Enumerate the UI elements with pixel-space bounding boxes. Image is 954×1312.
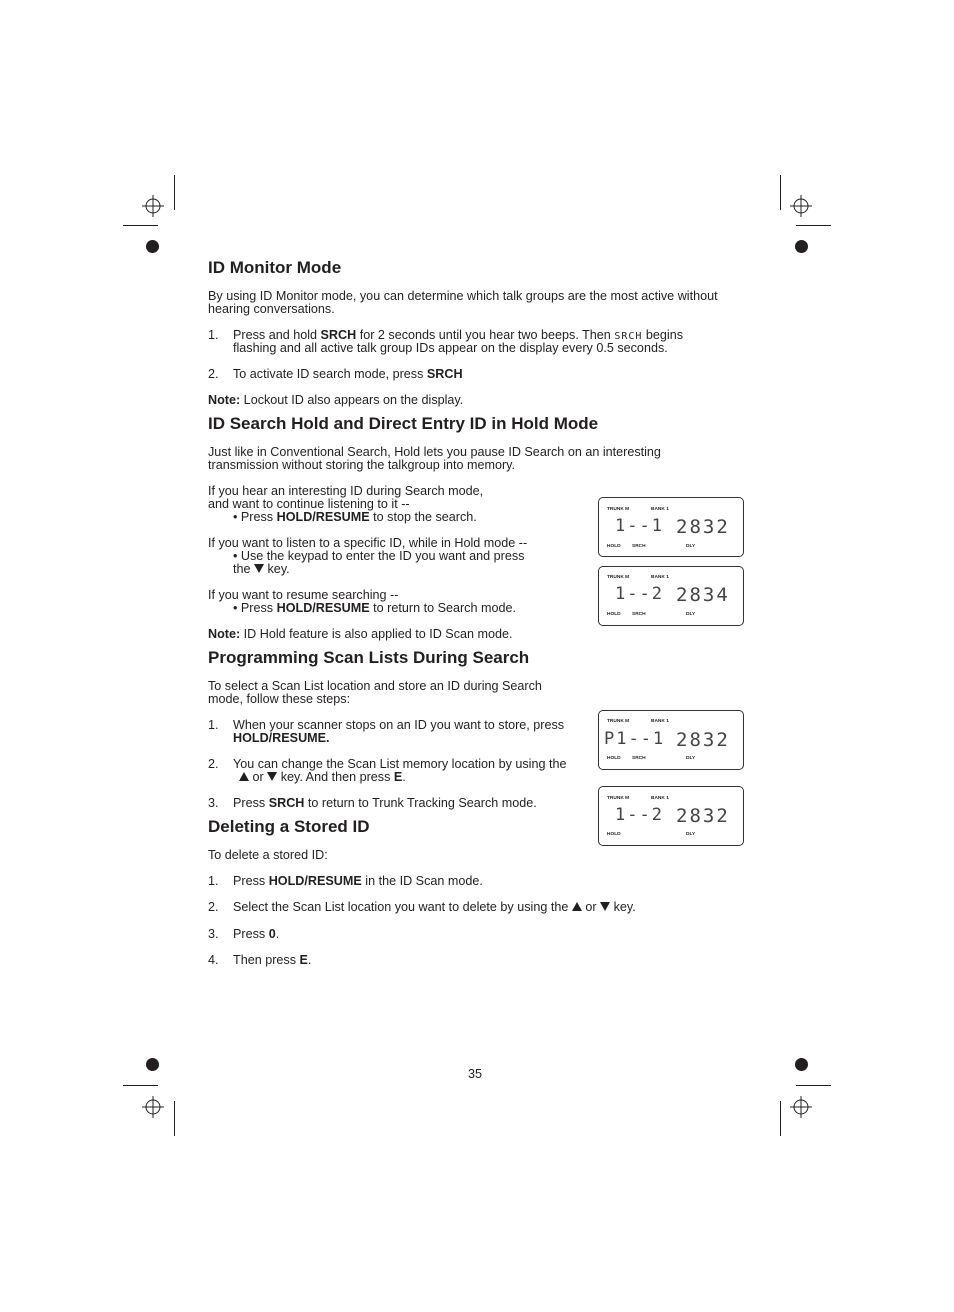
up-arrow-icon bbox=[239, 772, 249, 781]
step-text: You can change the Scan List memory location by using the bbox=[233, 757, 567, 771]
section-heading-programming-scan-lists: Programming Scan Lists During Search bbox=[208, 648, 530, 667]
section-heading-id-monitor: ID Monitor Mode bbox=[208, 258, 342, 277]
lcd-dly-label: DLY bbox=[686, 544, 696, 549]
lcd-trunk-label: TRUNK M bbox=[607, 507, 630, 512]
step-text: Select the Scan List location you want to delete by using the or key. bbox=[233, 900, 636, 914]
paragraph: If you want to listen to a specific ID, while in Hold mode -- bbox=[208, 536, 528, 550]
lcd-hold-label: HOLD bbox=[607, 544, 621, 549]
lcd-trunk-label: TRUNK M bbox=[607, 719, 630, 724]
step-text: When your scanner stops on an ID you want to store, press bbox=[233, 718, 565, 732]
lcd-trunk-label: TRUNK M bbox=[607, 796, 630, 801]
lcd-display bbox=[598, 710, 744, 770]
note: Note: Lockout ID also appears on the display. bbox=[208, 393, 464, 407]
lcd-channel-readout: P1--1 bbox=[604, 729, 666, 749]
lcd-id-readout: 2832 bbox=[676, 729, 730, 751]
lcd-dly-label: DLY bbox=[686, 612, 696, 617]
lcd-id-readout: 2834 bbox=[676, 584, 730, 606]
lcd-bank-label: BANK 1 bbox=[651, 719, 669, 724]
down-arrow-icon bbox=[267, 772, 277, 781]
lcd-hold-label: HOLD bbox=[607, 832, 621, 837]
step-text: flashing and all active talk group IDs appear on the display every 0.5 seconds. bbox=[233, 341, 668, 355]
step-text: Press HOLD/RESUME in the ID Scan mode. bbox=[233, 874, 483, 888]
paragraph: To select a Scan List location and store an ID during Search bbox=[208, 679, 542, 693]
step-text: Press and hold SRCH for 2 seconds until you hear two beeps. Then SRCH begins bbox=[233, 328, 684, 342]
paragraph: Just like in Conventional Search, Hold lets you pause ID Search on an interesting bbox=[208, 445, 661, 459]
step-number: 4. bbox=[208, 953, 219, 967]
note: Note: ID Hold feature is also applied to ID Scan mode. bbox=[208, 627, 513, 641]
lcd-id-readout: 2832 bbox=[676, 805, 730, 827]
bullet: • Press HOLD/RESUME to return to Search mode. bbox=[233, 601, 516, 615]
lcd-channel-readout: 1--2 bbox=[615, 805, 664, 825]
step-number: 1. bbox=[208, 718, 219, 732]
paragraph: transmission without storing the talkgroup into memory. bbox=[208, 458, 516, 472]
step-number: 3. bbox=[208, 927, 219, 941]
section-heading-id-search-hold: ID Search Hold and Direct Entry ID in Hold Mode bbox=[208, 414, 599, 433]
step-text: HOLD/RESUME. bbox=[233, 731, 330, 745]
step-number: 2. bbox=[208, 367, 219, 381]
lcd-display bbox=[598, 786, 744, 846]
lcd-id-readout: 2832 bbox=[676, 516, 730, 538]
lcd-channel-readout: 1--1 bbox=[615, 516, 664, 536]
page-number: 35 bbox=[468, 1067, 483, 1081]
lcd-bank-label: BANK 1 bbox=[651, 575, 669, 580]
step-text: or key. And then press E. bbox=[239, 771, 406, 784]
paragraph: To delete a stored ID: bbox=[208, 848, 328, 862]
step-text: Press 0. bbox=[233, 927, 280, 941]
bullet: • Use the keypad to enter the ID you want and press bbox=[233, 549, 525, 563]
lcd-bank-label: BANK 1 bbox=[651, 507, 669, 512]
registration-target-icon bbox=[790, 195, 812, 217]
bullet: • Press HOLD/RESUME to stop the search. bbox=[233, 510, 477, 524]
step-text: Then press E. bbox=[233, 953, 312, 967]
lcd-display bbox=[598, 497, 744, 557]
step-number: 2. bbox=[208, 900, 219, 914]
paragraph: hearing conversations. bbox=[208, 302, 335, 316]
paragraph: If you want to resume searching -- bbox=[208, 588, 399, 602]
step-text: To activate ID search mode, press SRCH bbox=[233, 367, 463, 381]
registration-target-icon bbox=[142, 195, 164, 217]
up-arrow-icon bbox=[572, 902, 582, 911]
registration-target-icon bbox=[790, 1096, 812, 1118]
lcd-dly-label: DLY bbox=[686, 756, 696, 761]
lcd-srch-label: SRCH bbox=[632, 756, 646, 761]
step-number: 3. bbox=[208, 796, 219, 810]
lcd-srch-label: SRCH bbox=[632, 612, 646, 617]
srch-lcd-icon: SRCH bbox=[614, 331, 643, 342]
paragraph: By using ID Monitor mode, you can determine which talk groups are the most active without bbox=[208, 289, 718, 303]
down-arrow-icon bbox=[254, 564, 264, 573]
down-arrow-icon bbox=[600, 902, 610, 911]
lcd-trunk-label: TRUNK M bbox=[607, 575, 630, 580]
step-text: Press SRCH to return to Trunk Tracking Search mode. bbox=[233, 796, 537, 810]
paragraph: and want to continue listening to it -- bbox=[208, 497, 410, 511]
lcd-hold-label: HOLD bbox=[607, 612, 621, 617]
lcd-dly-label: DLY bbox=[686, 832, 696, 837]
paragraph: mode, follow these steps: bbox=[208, 692, 351, 706]
section-heading-deleting-stored-id: Deleting a Stored ID bbox=[208, 817, 370, 836]
lcd-display bbox=[598, 566, 744, 626]
step-number: 1. bbox=[208, 874, 219, 888]
lcd-bank-label: BANK 1 bbox=[651, 796, 669, 801]
bullet: the key. bbox=[233, 562, 290, 576]
lcd-hold-label: HOLD bbox=[607, 756, 621, 761]
registration-target-icon bbox=[142, 1096, 164, 1118]
paragraph: If you hear an interesting ID during Search mode, bbox=[208, 484, 484, 498]
step-number: 1. bbox=[208, 328, 219, 342]
lcd-srch-label: SRCH bbox=[632, 544, 646, 549]
step-number: 2. bbox=[208, 757, 219, 771]
lcd-channel-readout: 1--2 bbox=[615, 584, 664, 604]
